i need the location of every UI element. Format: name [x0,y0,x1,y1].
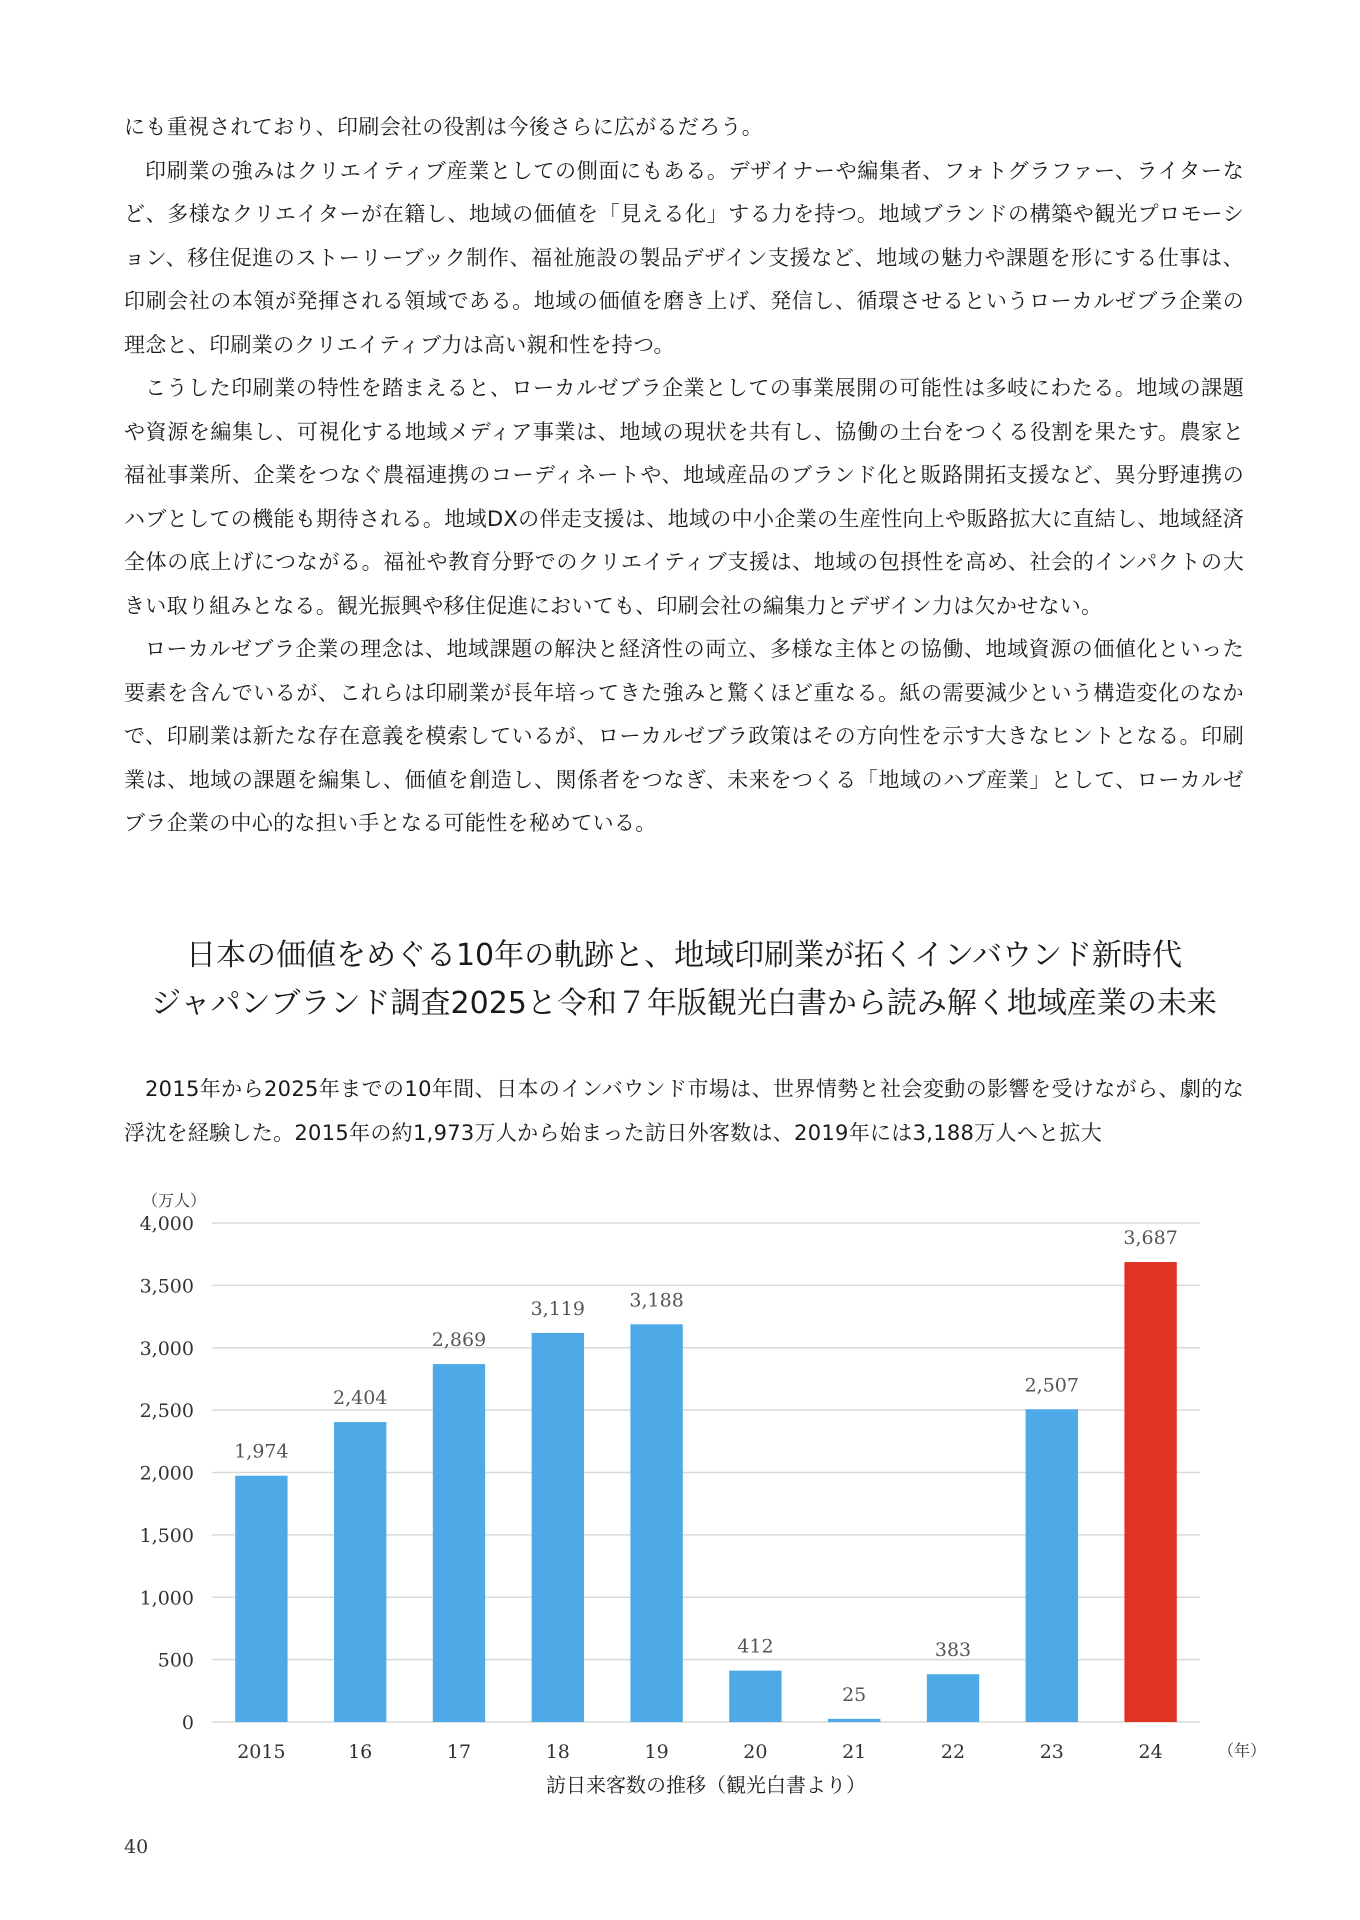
chart-caption: 訪日来客数の推移（観光白書より） [546,1773,866,1797]
data-label: 2,869 [431,1329,487,1352]
data-label: 383 [934,1639,972,1662]
bar [927,1674,979,1722]
section-heading-line1: 日本の価値をめぐる10年の軌跡と、地域印刷業が拓くインバウンド新時代 [185,938,1183,973]
y-axis-unit: （万人） [142,1191,207,1210]
y-tick-label: 3,500 [139,1275,194,1298]
y-tick-label: 500 [157,1649,194,1672]
x-tick-label: 2015 [237,1741,286,1763]
body-text [124,106,1244,846]
bar [1124,1262,1176,1722]
x-tick-label: 16 [348,1741,373,1763]
y-tick-label: 0 [181,1712,194,1734]
x-axis-unit: （年） [1218,1741,1267,1760]
bar [828,1719,880,1722]
paragraph: 印刷業の強みはクリエイティブ産業としての側面にもある。デザイナーや編集者、フォトグラファー、ライターなど、多様なクリエイターが在籍し、地域の価値を「見える化」する力を持つ。地域ブランドの構築や観光プロモーション、移住促進のストーリーブック制作、福祉施設の製品デザイン支援など、地域の魅力や課題を形にする仕事は、印刷会社の本領が発揮される領域である。地域の価値を磨き上げ、発信し、循環させるというローカルゼブラ企業の理念と、印刷業のクリエイティブ力は高い親和性を持つ。 [124,158,1244,357]
bar [729,1671,781,1722]
x-tick-label: 23 [1039,1741,1064,1763]
data-label: 2,404 [332,1387,388,1410]
data-label: 1,974 [234,1440,289,1463]
x-tick-label: 18 [545,1741,570,1763]
intro-text [124,1067,1244,1155]
section-heading-line2: ジャパンブランド調査2025と令和７年版観光白書から読み解く地域産業の未来 [151,986,1217,1021]
data-label: 3,188 [629,1289,684,1312]
x-tick-label: 20 [743,1741,768,1763]
y-tick-label: 1,000 [139,1587,194,1610]
y-tick-label: 4,000 [139,1213,194,1235]
bar [433,1364,485,1722]
bar [630,1324,682,1722]
paragraph: 2015年から2025年までの10年間、日本のインバウンド市場は、世界情勢と社会変動の影響を受けながら、劇的な浮沈を経験した。2015年の約1,973万人から始まった訪日外客数は、2019年には3,188万人へと拡大 [124,1077,1244,1145]
data-label: 2,507 [1024,1374,1080,1397]
y-tick-label: 2,000 [139,1462,194,1485]
x-tick-label: 22 [940,1741,966,1763]
bar [334,1422,386,1722]
y-tick-label: 1,500 [139,1524,194,1547]
y-tick-label: 2,500 [139,1400,194,1423]
bar [532,1333,584,1722]
paragraph: ローカルゼブラ企業の理念は、地域課題の解決と経済性の両立、多様な主体との協働、地域資源の価値化といった要素を含んでいるが、これらは印刷業が長年培ってきた強みと驚くほど重なる。紙の需要減少という構造変化のなかで、印刷業は新たな存在意義を模索しているが、ローカルゼブラ政策はその方向性を示す大きなヒントとなる。印刷業は、地域の課題を編集し、価値を創造し、関係者をつなぎ、未来をつくる「地域のハブ産業」として、ローカルゼブラ企業の中心的な担い手となる可能性を秘めている。 [124,637,1244,835]
paragraph: にも重視されており、印刷会社の役割は今後さらに広がるだろう。 [124,115,763,139]
bar [235,1476,287,1722]
x-tick-label: 24 [1138,1741,1163,1763]
data-label: 3,687 [1123,1227,1178,1250]
data-label: 412 [737,1635,774,1658]
y-tick-label: 3,000 [139,1337,194,1360]
data-label: 3,119 [530,1297,586,1320]
page-number: 40 [124,1836,149,1858]
paragraph: こうした印刷業の特性を踏まえると、ローカルゼブラ企業としての事業展開の可能性は多岐にわたる。地域の課題や資源を編集し、可視化する地域メディア事業は、地域の現状を共有し、協働の土台をつくる役割を果たす。農家と福祉事業所、企業をつなぐ農福連携のコーディネートや、地域産品のブランド化と販路開拓支援など、異分野連携のハブとしての機能も期待される。地域DXの伴走支援は、地域の中小企業の生産性向上や販路拡大に直結し、地域経済全体の底上げにつながる。福祉や教育分野でのクリエイティブ支援は、地域の包摂性を高め、社会的インパクトの大きい取り組みとなる。観光振興や移住促進においても、印刷会社の編集力とデザイン力は欠かせない。 [124,376,1244,618]
section-heading [124,932,1244,1028]
bar [1026,1409,1078,1722]
x-tick-label: 21 [842,1741,867,1763]
visitor-bar-chart [124,1180,1267,1800]
data-label: 25 [842,1683,867,1706]
x-tick-label: 19 [644,1741,669,1763]
x-tick-label: 17 [446,1741,472,1763]
